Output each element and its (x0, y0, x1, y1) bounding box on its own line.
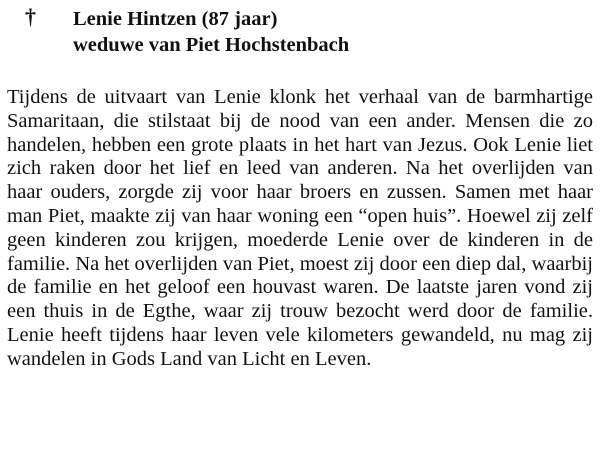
deceased-name-title: Lenie Hintzen (87 jaar) (73, 8, 278, 30)
cross-icon: † (25, 4, 36, 29)
obituary-header (0, 0, 600, 80)
obituary-paragraph: Tijdens de uitvaart van Lenie klonk het verhaal van de barmhartige Samaritaan, die stilstaat bij de nood van een ander. Mensen die zo handelen, hebben een grote plaats in het hart van Jezus. Ook Lenie liet zich raken door het lief en leed van anderen. Na het overlijden van haar ouders, zorgde zij voor haar broers en zussen. Samen met haar man Piet, maakte zij van haar woning een “open huis”. Hoewel zij zelf geen kinderen zou krijgen, moederde Lenie over de kinderen in de familie. Na het overlijden van Piet, moest zij door een diep dal, waarbij de familie en het geloof een houvast waren. De laatste jaren vond zij een thuis in de Egthe, waar zij trouw bezocht werd door de familie. Lenie heeft tijdens haar leven vele kilometers gewandeld, nu mag zij wandelen in Gods Land van Licht en Leven. (7, 86, 593, 370)
spouse-relation-title: weduwe van Piet Hochstenbach (73, 34, 350, 56)
